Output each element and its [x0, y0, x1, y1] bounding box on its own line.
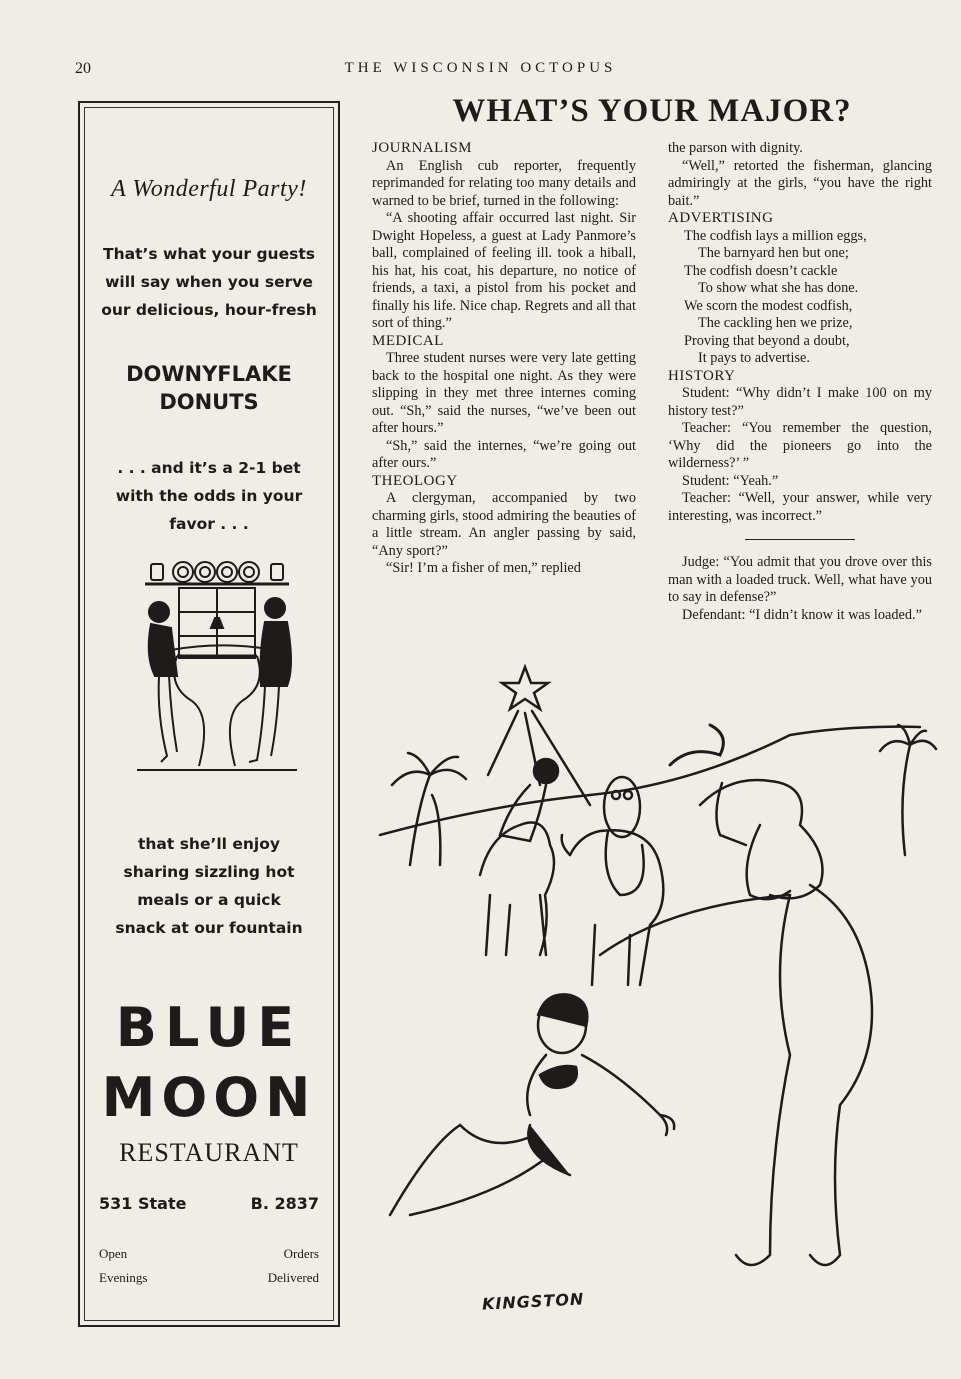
paragraph: Defendant: “I didn’t know it was loaded.”: [682, 606, 922, 623]
paragraph: Teacher: “Well, your answer, while very interesting, was incorrect.”: [668, 490, 932, 524]
ad-address: 531 State: [99, 1194, 187, 1213]
verse-line: The codfish lays a million eggs,: [684, 227, 867, 244]
paragraph: A clergyman, accompanied by two charming girls, stood admiring the beauties of a little stream. An angler passing by said, “Any sport?”: [372, 490, 636, 559]
ad-brand-line-3: RESTAURANT: [119, 1138, 299, 1167]
paragraph: “Sir! I’m a fisher of men,” replied: [386, 560, 581, 576]
paragraph: Student: “Why didn’t I make 100 on my history test?”: [668, 385, 932, 419]
ad-product: DOWNYFLAKE DONUTS: [126, 362, 292, 414]
ad-brand-line-2: MOON: [101, 1066, 317, 1129]
page-number: 20: [75, 60, 91, 77]
paragraph: Judge: “You admit that you drove over this man with a loaded truck. Well, what have you to say in defense?”: [668, 554, 932, 605]
paragraph: Three student nurses were very late getting back to the hospital one night. As they were slipping in they met three internes coming out. “Sh,” said the nurses, “we’ve been out after hours.”: [372, 350, 636, 436]
cartoon-signature: KINGSTON: [481, 1289, 585, 1314]
section-heading-journalism: JOURNALISM: [372, 140, 473, 156]
verse-line: We scorn the modest codfish,: [684, 297, 853, 314]
ad-orders-delivered: [85, 1242, 333, 1290]
ad-brand-line-1: BLUE: [115, 996, 303, 1059]
section-heading-advertising: ADVERTISING: [668, 210, 774, 226]
section-heading-medical: MEDICAL: [372, 332, 444, 349]
star-icon: [502, 667, 548, 709]
verse-line: The cackling hen we prize,: [698, 315, 853, 331]
verse-line: It pays to advertise.: [698, 350, 810, 366]
article-column-1: [372, 140, 636, 578]
ad-orders-line-2: Delivered: [267, 1270, 319, 1285]
section-heading-history: HISTORY: [668, 367, 736, 384]
wise-men-camels-cartoon: [370, 655, 940, 1335]
paragraph: Student: “Yeah.”: [682, 472, 779, 489]
paragraph: the parson with dignity.: [668, 140, 803, 156]
paragraph: Teacher: “You remember the question, ‘Why did the pioneers go into the wilderness?’ ”: [668, 420, 932, 471]
article-title: WHAT’S YOUR MAJOR?: [452, 93, 852, 129]
paragraph: “Well,” retorted the fisherman, glancing admiringly at the girls, “you have the right bait.”: [668, 157, 932, 209]
ad-sharing-text: that she’ll enjoy sharing sizzling hot meals or a quick snack at our fountain: [115, 835, 303, 937]
ad-open-line-1: Open: [99, 1246, 128, 1261]
section-divider: [745, 539, 855, 540]
ad-odds: . . . and it’s a 2-1 bet with the odds in your favor . . .: [115, 459, 303, 533]
paragraph: “A shooting affair occurred last night. Sir Dwight Hopeless, a guest at Lady Panmore’s ball, complained of feeling ill. took a hiball, his hat, his coat, his departure, no notice of friends, a taxi, a pistol from his pocket and finally his life. Nice chap. Regrets and all that sort of thing.”: [372, 210, 636, 331]
advertisement-box: [78, 101, 340, 1327]
section-heading-theology: THEOLOGY: [372, 472, 458, 489]
ad-intro: That’s what your guests will say when you serve our delicious, hour-fresh: [101, 245, 317, 319]
verse-line: The barnyard hen but one;: [698, 245, 849, 261]
couple-dining-illustration: [137, 556, 297, 786]
verse-line: Proving that beyond a doubt,: [684, 332, 850, 349]
paragraph: “Sh,” said the internes, “we’re going out after ours.”: [372, 437, 636, 471]
paragraph: An English cub reporter, frequently reprimanded for relating too many details and warned to be brief, turned in the following:: [372, 157, 636, 209]
running-head: THE WISCONSIN OCTOPUS: [344, 60, 617, 76]
verse-line: The codfish doesn’t cackle: [684, 262, 838, 279]
ad-orders-line-1: Orders: [283, 1246, 319, 1261]
ad-headline: A Wonderful Party!: [111, 176, 307, 202]
advertisement-inner-border: [84, 107, 334, 1321]
article-column-2: [668, 140, 932, 624]
ad-phone: B. 2837: [250, 1194, 319, 1213]
verse-line: To show what she has done.: [698, 280, 859, 296]
ad-address-row: [85, 1194, 333, 1213]
ad-open-line-2: Evenings: [99, 1270, 148, 1285]
